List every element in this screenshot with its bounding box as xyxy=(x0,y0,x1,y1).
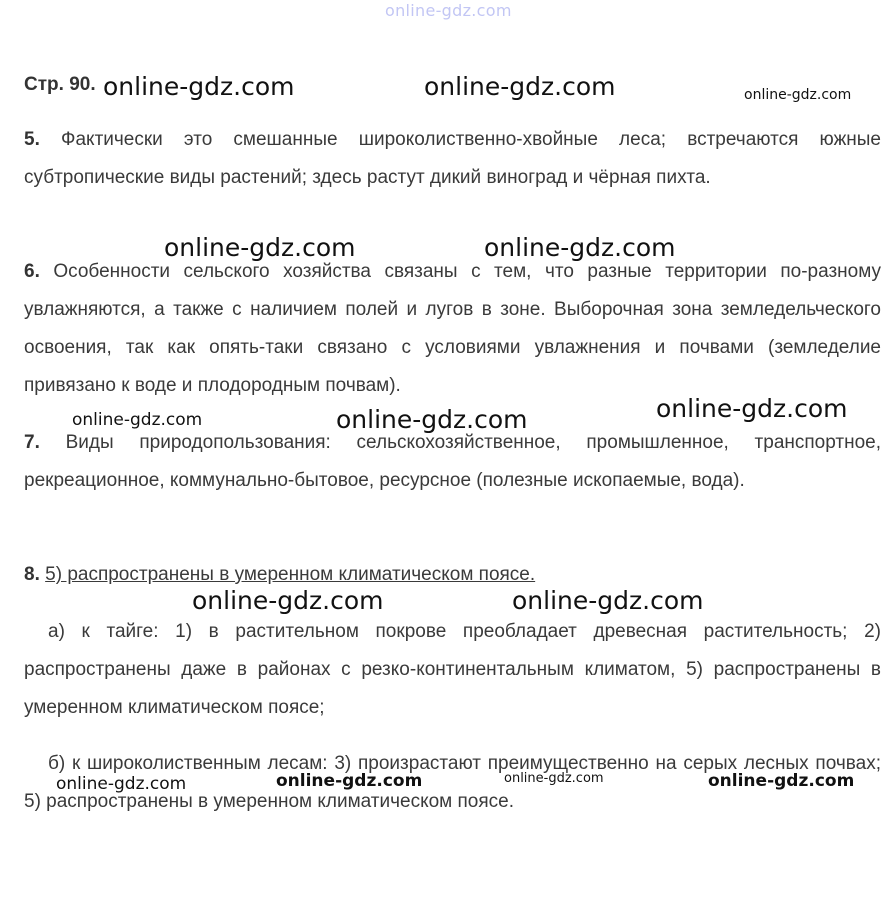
watermark: online-gdz.com xyxy=(164,233,356,262)
answer-number: 6. xyxy=(24,261,40,282)
watermark: online-gdz.com xyxy=(276,771,423,791)
answer-text: Особенности сельского хозяйства связаны с тем, что разные территории по-разному увлажняются, а также с наличием полей и лугов в зоне. Выборочная зона земледельческого освоения, так как опять-таки связано с условиями увлажнения и почвами (земледелие привязано к воде и плодородным почвам). xyxy=(24,261,882,396)
answer-6 xyxy=(24,253,881,405)
answer-8-part-a: а) к тайге: 1) в растительном покрове преобладает древесная растительность; 2) распространены даже в районах с резко-континентальным климатом, 5) распространены в умеренном климатическом поясе; xyxy=(24,621,881,718)
answer-5 xyxy=(24,121,881,197)
watermark: online-gdz.com xyxy=(424,72,616,101)
answer-7 xyxy=(24,424,881,500)
watermark: online-gdz.com xyxy=(484,233,676,262)
watermark: online-gdz.com xyxy=(504,771,604,786)
answer-number: 8. xyxy=(24,564,40,585)
watermark: online-gdz.com xyxy=(744,87,852,103)
answer-8 xyxy=(24,556,881,594)
watermark: online-gdz.com xyxy=(708,771,855,791)
watermark: online-gdz.com xyxy=(656,394,848,423)
watermark: online-gdz.com xyxy=(336,405,528,434)
watermark: online-gdz.com xyxy=(56,774,187,794)
watermark: online-gdz.com xyxy=(192,586,384,615)
watermark: online-gdz.com xyxy=(103,72,295,101)
page-reference: Стр. 90. xyxy=(24,74,96,95)
top-watermark: online-gdz.com xyxy=(385,1,512,20)
answer-8-part-b: б) к широколиственным лесам: 3) произрастают преимущественно на серых лесных почвах; 5) распространены в умеренном климатическом поясе. xyxy=(24,753,881,812)
answer-text: Фактически это смешанные широколиственно-хвойные леса; встречаются южные субтропические виды растений; здесь растут дикий виноград и чёрная пихта. xyxy=(24,129,881,188)
watermark: online-gdz.com xyxy=(72,410,203,430)
answer-number: 7. xyxy=(24,432,40,453)
answer-text: 5) распространены в умеренном климатическом поясе. xyxy=(45,564,536,585)
answer-number: 5. xyxy=(24,129,40,150)
answer-text: Виды природопользования: сельскохозяйственное, промышленное, транспортное, рекреационное, коммунально-бытовое, ресурсное (полезные ископаемые, вода). xyxy=(24,432,882,491)
watermark: online-gdz.com xyxy=(512,586,704,615)
